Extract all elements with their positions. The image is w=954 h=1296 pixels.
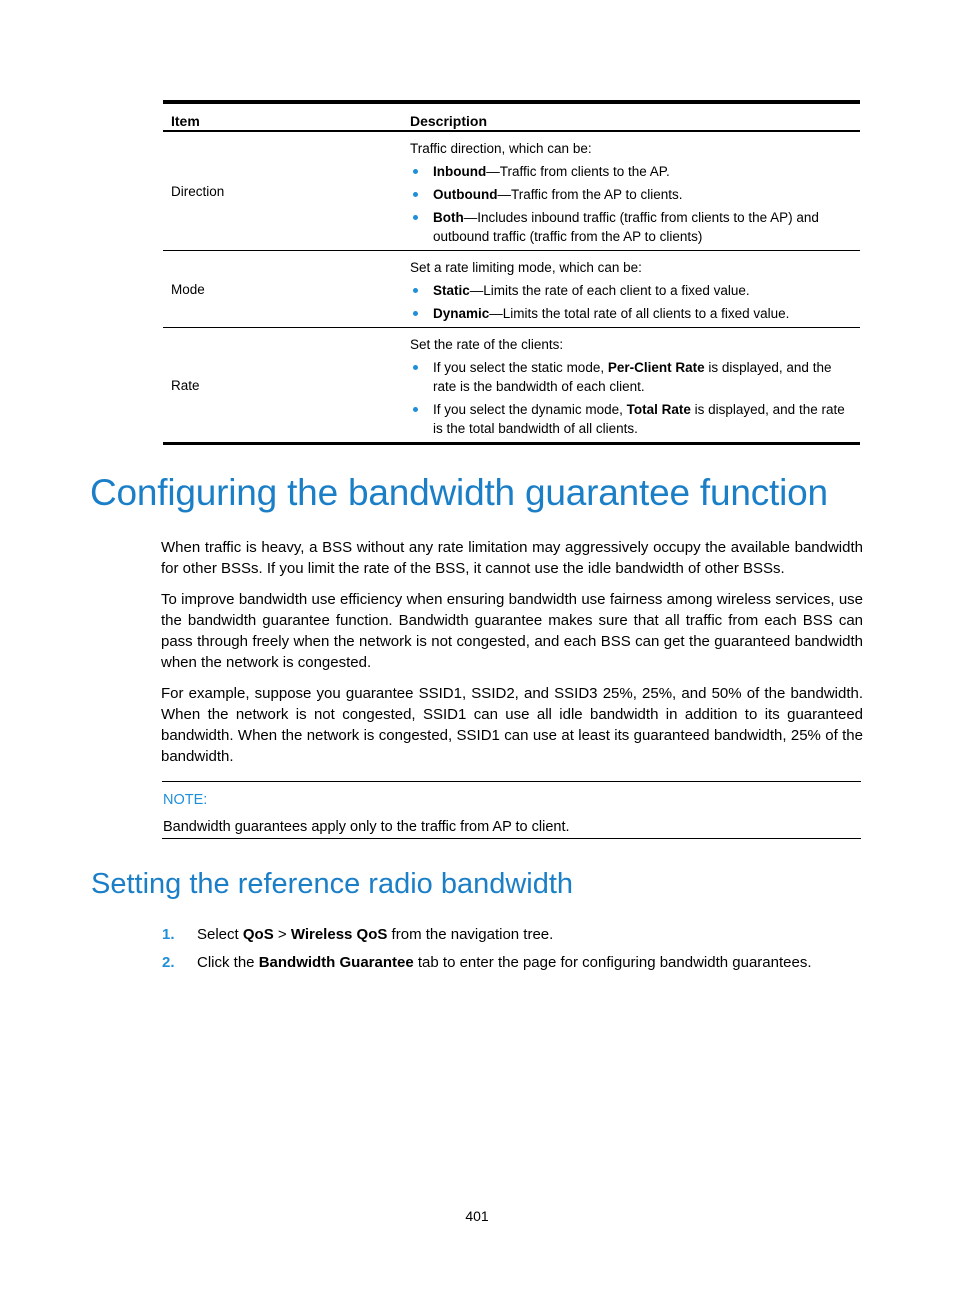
step-text: Click the: [197, 954, 259, 971]
header-description: Description: [410, 113, 488, 129]
bullet-term: Inbound: [433, 164, 487, 179]
list-item: [410, 281, 852, 300]
bullet-text: —Traffic from the AP to clients.: [497, 187, 683, 202]
table-row-mode: [163, 251, 860, 328]
bullet-term: Outbound: [433, 187, 498, 202]
cell-description: [402, 251, 860, 328]
description-intro: Set the rate of the clients:: [410, 337, 564, 352]
step-text: tab to enter the page for configuring bandwidth guarantees.: [413, 954, 812, 971]
step-menu-term: QoS: [242, 926, 274, 943]
bullet-text: If you select the dynamic mode,: [433, 402, 627, 417]
description-intro: Traffic direction, which can be:: [410, 141, 592, 156]
bullet-term: Total Rate: [626, 402, 691, 417]
steps-list: [162, 924, 812, 980]
list-item: [410, 304, 852, 323]
paragraph: To improve bandwidth use efficiency when ensuring bandwidth use fairness among wireless services, use the bandwidth guarantee function. Bandwidth guarantee makes sure that all traffic from each BSS can pass through freely when the network is not congested, and each BSS can get the guaranteed bandwidth when the network is congested.: [161, 591, 863, 671]
cell-description: [402, 131, 860, 251]
parameter-table-container: [163, 100, 860, 445]
subsection-title: Setting the reference radio bandwidth: [91, 868, 574, 900]
note-label: NOTE:: [163, 792, 208, 808]
bullet-text: —Limits the rate of each client to a fixed value.: [469, 283, 750, 298]
note-box: [162, 781, 861, 839]
bullet-text: is displayed, and the rate is the bandwidth of each client.: [433, 360, 832, 394]
bullet-list: [410, 162, 852, 246]
section-title: Configuring the bandwidth guarantee function: [90, 472, 828, 513]
cell-item: Direction: [171, 183, 225, 199]
bullet-term: Static: [433, 283, 470, 298]
step-number: 2.: [162, 954, 175, 971]
list-item: [410, 400, 852, 438]
bullet-text: —Limits the total rate of all clients to a fixed value.: [489, 306, 790, 321]
bullet-text: If you select the static mode,: [433, 360, 608, 375]
step-menu-term: Bandwidth Guarantee: [258, 954, 414, 971]
list-item: [410, 185, 852, 204]
bullet-text: —Includes inbound traffic (traffic from clients to the AP) and outbound traffic (traffic from the AP to clients): [433, 210, 819, 244]
bullet-list: [410, 358, 852, 438]
bullet-text: —Traffic from clients to the AP.: [486, 164, 670, 179]
list-item: [410, 358, 852, 396]
paragraph: For example, suppose you guarantee SSID1, SSID2, and SSID3 25%, 25%, and 50% of the bandwidth. When the network is not congested, SSID1 can use all idle bandwidth in addition to its guaranteed bandwidth. When the network is congested, SSID1 can use at least its guaranteed bandwidth, 25% of the bandwidth.: [161, 685, 863, 765]
table-header-row: [163, 102, 860, 131]
page-number: 401: [465, 1208, 489, 1224]
description-intro: Set a rate limiting mode, which can be:: [410, 260, 642, 275]
list-item: [410, 162, 852, 181]
step-number: 1.: [162, 926, 175, 943]
cell-item: Mode: [171, 281, 205, 297]
bullet-term: Per-Client Rate: [607, 360, 705, 375]
parameter-table: [163, 100, 860, 445]
bullet-list: [410, 281, 852, 323]
cell-description: [402, 328, 860, 444]
table-row-rate: [163, 328, 860, 444]
step-menu-term: Wireless QoS: [290, 926, 388, 943]
note-text: Bandwidth guarantees apply only to the traffic from AP to client.: [163, 819, 570, 835]
bullet-term: Both: [433, 210, 464, 225]
list-item: [162, 924, 812, 952]
list-item: [162, 952, 812, 980]
table-row-direction: [163, 131, 860, 251]
step-text: >: [273, 926, 291, 943]
bullet-term: Dynamic: [433, 306, 490, 321]
step-text: Select: [197, 926, 243, 943]
step-text: from the navigation tree.: [387, 926, 554, 943]
paragraph: When traffic is heavy, a BSS without any rate limitation may aggressively occupy the available bandwidth for other BSSs. If you limit the rate of the BSS, it cannot use the idle bandwidth of other BSSs.: [161, 539, 863, 577]
cell-item: Rate: [171, 377, 200, 393]
list-item: [410, 208, 852, 246]
bullet-text: is displayed, and the rate is the total bandwidth of all clients.: [433, 402, 845, 436]
header-item: Item: [171, 113, 200, 129]
